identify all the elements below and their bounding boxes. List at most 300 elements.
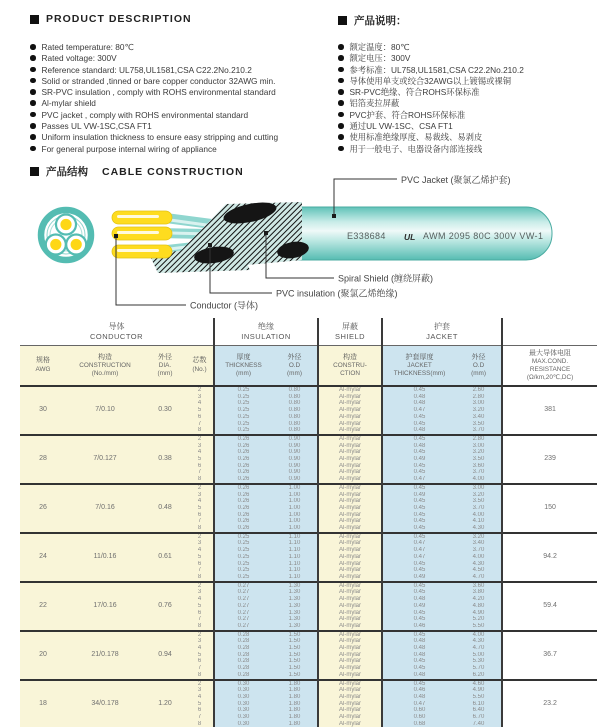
ins-od-cell: 1.30 xyxy=(272,616,318,623)
jacket-od-cell: 3.50 xyxy=(456,498,502,505)
ins-thickness-cell: 0.25 xyxy=(214,574,272,582)
jacket-thickness-cell: 0.45 xyxy=(382,616,456,623)
cores-cell: 3 xyxy=(186,540,214,547)
bullet-item xyxy=(338,110,598,121)
jacket-od-cell: 7.40 xyxy=(456,721,502,727)
jacket-thickness-cell: 0.45 xyxy=(382,386,456,394)
ins-thickness-cell: 0.25 xyxy=(214,567,272,574)
ins-od-cell: 1.10 xyxy=(272,554,318,561)
dia-cell: 0.61 xyxy=(144,533,186,582)
ins-thickness-cell: 0.26 xyxy=(214,498,272,505)
bullet-text: 用于一般电子、电器设备内部连接线 xyxy=(349,143,483,154)
bullet-icon xyxy=(338,123,344,129)
ins-od-cell: 0.80 xyxy=(272,421,318,428)
shield-construction-cell: Al-mylar xyxy=(318,469,382,476)
conductor-rods xyxy=(112,211,172,258)
ins-thickness-cell: 0.27 xyxy=(214,623,272,631)
ins-od-cell: 1.50 xyxy=(272,631,318,639)
ins-thickness-cell: 0.30 xyxy=(214,701,272,708)
shield-construction-cell: Al-mylar xyxy=(318,456,382,463)
group-header-insulation: 绝缘 INSULATION xyxy=(214,318,318,346)
bullet-item xyxy=(338,87,598,98)
product-description-cn-list xyxy=(338,42,598,155)
shield-construction-cell: Al-mylar xyxy=(318,547,382,554)
product-description-list xyxy=(30,42,325,155)
jacket-od-cell: 2.80 xyxy=(456,435,502,443)
ins-od-cell: 1.80 xyxy=(272,714,318,721)
jacket-od-cell: 2.60 xyxy=(456,386,502,394)
ins-od-cell: 0.90 xyxy=(272,449,318,456)
bullet-icon xyxy=(338,78,344,84)
jacket-od-cell: 2.80 xyxy=(456,394,502,401)
ins-thickness-cell: 0.25 xyxy=(214,421,272,428)
group-header-shield: 屏蔽 SHIELD xyxy=(318,318,382,346)
shield-construction-cell: Al-mylar xyxy=(318,525,382,533)
cores-cell: 7 xyxy=(186,714,214,721)
ins-od-cell: 1.30 xyxy=(272,603,318,610)
ins-od-cell: 1.30 xyxy=(272,589,318,596)
jacket-od-cell: 4.00 xyxy=(456,476,502,484)
shield-construction-cell: Al-mylar xyxy=(318,512,382,519)
jacket-od-cell: 4.80 xyxy=(456,603,502,610)
bullet-item xyxy=(338,121,598,132)
cores-cell: 4 xyxy=(186,449,214,456)
shield-construction-cell: Al-mylar xyxy=(318,582,382,590)
ins-thickness-cell: 0.28 xyxy=(214,672,272,680)
jacket-od-cell: 3.00 xyxy=(456,484,502,492)
dia-cell: 0.76 xyxy=(144,582,186,631)
construction-cell: 7/0.10 xyxy=(66,386,144,435)
cores-cell: 3 xyxy=(186,638,214,645)
shield-construction-cell: Al-mylar xyxy=(318,386,382,394)
ins-od-cell: 1.30 xyxy=(272,623,318,631)
jacket-print-right: AWM 2095 80C 300V VW-1 xyxy=(423,231,544,241)
jacket-od-cell: 3.70 xyxy=(456,505,502,512)
bullet-text: Al-mylar shield xyxy=(41,98,96,109)
shield-construction-cell: Al-mylar xyxy=(318,672,382,680)
jacket-thickness-cell: 0.45 xyxy=(382,561,456,568)
ins-thickness-cell: 0.26 xyxy=(214,463,272,470)
ins-thickness-cell: 0.28 xyxy=(214,658,272,665)
bullet-item xyxy=(338,76,598,87)
bullet-icon xyxy=(30,112,36,118)
shield-construction-cell: Al-mylar xyxy=(318,714,382,721)
shield-construction-cell: Al-mylar xyxy=(318,505,382,512)
ins-od-cell: 1.10 xyxy=(272,540,318,547)
ins-thickness-cell: 0.26 xyxy=(214,525,272,533)
bullet-item xyxy=(30,121,325,132)
cores-cell: 4 xyxy=(186,645,214,652)
ins-thickness-cell: 0.27 xyxy=(214,582,272,590)
awg-cell: 20 xyxy=(20,631,66,680)
jacket-od-cell: 3.60 xyxy=(456,582,502,590)
ins-thickness-cell: 0.30 xyxy=(214,721,272,727)
header-dia: 外径 DIA. (mm) xyxy=(144,346,186,387)
cores-cell: 4 xyxy=(186,498,214,505)
ins-od-cell: 0.80 xyxy=(272,407,318,414)
jacket-od-cell: 4.50 xyxy=(456,567,502,574)
header-awg: 规格 AWG xyxy=(20,346,66,387)
shield-construction-cell: Al-mylar xyxy=(318,567,382,574)
ins-od-cell: 1.00 xyxy=(272,498,318,505)
jacket-od-cell: 3.20 xyxy=(456,492,502,499)
ins-thickness-cell: 0.26 xyxy=(214,435,272,443)
shield-construction-cell: Al-mylar xyxy=(318,707,382,714)
jacket-thickness-cell: 0.45 xyxy=(382,631,456,639)
cores-cell: 7 xyxy=(186,616,214,623)
bullet-text: PVC jacket , comply with ROHS environmental standard xyxy=(41,109,249,120)
bullet-icon xyxy=(338,55,344,61)
jacket-thickness-cell: 0.45 xyxy=(382,665,456,672)
jacket-thickness-cell: 0.45 xyxy=(382,505,456,512)
jacket-od-cell: 4.10 xyxy=(456,518,502,525)
cable-side-view xyxy=(112,199,552,273)
shield-construction-cell: Al-mylar xyxy=(318,658,382,665)
dia-cell: 0.30 xyxy=(144,386,186,435)
ins-thickness-cell: 0.27 xyxy=(214,589,272,596)
ins-thickness-cell: 0.25 xyxy=(214,407,272,414)
ins-thickness-cell: 0.25 xyxy=(214,386,272,394)
ins-thickness-cell: 0.25 xyxy=(214,561,272,568)
shield-construction-cell: Al-mylar xyxy=(318,603,382,610)
cores-cell: 2 xyxy=(186,582,214,590)
dia-cell: 0.94 xyxy=(144,631,186,680)
ins-thickness-cell: 0.25 xyxy=(214,547,272,554)
ins-thickness-cell: 0.30 xyxy=(214,707,272,714)
cores-cell: 5 xyxy=(186,603,214,610)
ins-od-cell: 1.10 xyxy=(272,547,318,554)
jacket-od-cell: 4.70 xyxy=(456,645,502,652)
cores-cell: 2 xyxy=(186,631,214,639)
jacket-od-cell: 3.50 xyxy=(456,456,502,463)
ins-thickness-cell: 0.26 xyxy=(214,492,272,499)
spec-subrow xyxy=(20,680,597,688)
bullet-icon xyxy=(30,100,36,106)
bullet-item xyxy=(30,76,325,87)
bullet-item xyxy=(338,132,598,143)
cores-cell: 8 xyxy=(186,427,214,435)
jacket-thickness-cell: 0.45 xyxy=(382,435,456,443)
jacket-thickness-cell: 0.47 xyxy=(382,701,456,708)
bullet-item xyxy=(30,132,325,143)
cores-cell: 3 xyxy=(186,492,214,499)
bullet-item xyxy=(30,87,325,98)
shield-construction-cell: Al-mylar xyxy=(318,616,382,623)
cable-diagram xyxy=(0,160,603,318)
cores-cell: 7 xyxy=(186,665,214,672)
ins-thickness-cell: 0.27 xyxy=(214,616,272,623)
resistance-cell: 239 xyxy=(502,435,597,484)
bullet-text: 额定温度：80℃ xyxy=(349,42,410,52)
cores-cell: 6 xyxy=(186,414,214,421)
header-cores: 芯数 (No.) xyxy=(186,346,214,387)
bullet-text: Reference standard: UL758,UL1581,CSA C22.2No.210.2 xyxy=(41,64,252,75)
bullet-text: Uniform insulation thickness to ensure easy stripping and cutting xyxy=(41,132,279,143)
bullet-icon xyxy=(30,55,36,61)
jacket-print-left: E338684 xyxy=(347,231,386,241)
ins-thickness-cell: 0.26 xyxy=(214,512,272,519)
jacket-thickness-cell: 0.46 xyxy=(382,687,456,694)
label-pvc-jacket: PVC Jacket (聚氯乙烯护套) xyxy=(401,175,511,185)
cores-cell: 3 xyxy=(186,394,214,401)
jacket-thickness-cell: 0.45 xyxy=(382,525,456,533)
spec-table xyxy=(20,318,597,727)
bullet-icon xyxy=(338,134,344,140)
cores-cell: 3 xyxy=(186,687,214,694)
spec-subrow xyxy=(20,484,597,492)
ins-od-cell: 1.10 xyxy=(272,567,318,574)
shield-construction-cell: Al-mylar xyxy=(318,645,382,652)
cores-cell: 3 xyxy=(186,589,214,596)
cores-cell: 6 xyxy=(186,561,214,568)
jacket-thickness-cell: 0.48 xyxy=(382,645,456,652)
jacket-thickness-cell: 0.45 xyxy=(382,498,456,505)
cores-cell: 8 xyxy=(186,476,214,484)
ins-thickness-cell: 0.25 xyxy=(214,400,272,407)
cores-cell: 2 xyxy=(186,435,214,443)
group-header-jacket: 护套 JACKET xyxy=(382,318,502,346)
jacket-thickness-cell: 0.48 xyxy=(382,443,456,450)
ins-thickness-cell: 0.26 xyxy=(214,518,272,525)
jacket-thickness-cell: 0.45 xyxy=(382,449,456,456)
bullet-text: 额定电压：300V xyxy=(349,53,411,64)
jacket-thickness-cell: 0.49 xyxy=(382,456,456,463)
ins-thickness-cell: 0.28 xyxy=(214,638,272,645)
resistance-cell: 36.7 xyxy=(502,631,597,680)
jacket-thickness-cell: 0.48 xyxy=(382,652,456,659)
bullet-icon xyxy=(30,123,36,129)
header-jacket-od: 外径 O.D (mm) xyxy=(456,346,502,387)
jacket-od-cell: 3.70 xyxy=(456,427,502,435)
jacket-od-cell: 3.50 xyxy=(456,421,502,428)
bullet-item xyxy=(338,53,598,64)
shield-construction-cell: Al-mylar xyxy=(318,694,382,701)
bullet-icon xyxy=(30,78,36,84)
cores-cell: 8 xyxy=(186,574,214,582)
construction-cell: 7/0.16 xyxy=(66,484,144,533)
jacket-od-cell: 4.30 xyxy=(456,638,502,645)
jacket-od-cell: 4.30 xyxy=(456,561,502,568)
spec-subrow xyxy=(20,386,597,394)
jacket-od-cell: 5.50 xyxy=(456,623,502,631)
shield-construction-cell: Al-mylar xyxy=(318,443,382,450)
jacket-thickness-cell: 0.45 xyxy=(382,421,456,428)
jacket-od-cell: 3.70 xyxy=(456,547,502,554)
ins-thickness-cell: 0.30 xyxy=(214,687,272,694)
shield-construction-cell: Al-mylar xyxy=(318,596,382,603)
ins-od-cell: 1.00 xyxy=(272,518,318,525)
ins-od-cell: 1.00 xyxy=(272,505,318,512)
jacket-od-cell: 6.40 xyxy=(456,707,502,714)
label-conductor: Conductor (导体) xyxy=(190,300,259,311)
bullet-icon xyxy=(338,67,344,73)
shield-construction-cell: Al-mylar xyxy=(318,400,382,407)
shield-construction-cell: Al-mylar xyxy=(318,492,382,499)
cores-cell: 2 xyxy=(186,386,214,394)
shield-construction-cell: Al-mylar xyxy=(318,687,382,694)
product-description-title-text: PRODUCT DESCRIPTION xyxy=(46,13,192,25)
cores-cell: 5 xyxy=(186,652,214,659)
ins-thickness-cell: 0.25 xyxy=(214,554,272,561)
cores-cell: 7 xyxy=(186,518,214,525)
bullet-text: Rated temperature: 80℃ xyxy=(41,42,134,52)
cores-cell: 6 xyxy=(186,610,214,617)
ins-thickness-cell: 0.27 xyxy=(214,603,272,610)
header-ins-od: 外径 O.D (mm) xyxy=(272,346,318,387)
jacket-od-cell: 3.40 xyxy=(456,540,502,547)
ins-od-cell: 1.80 xyxy=(272,701,318,708)
jacket-od-cell: 3.70 xyxy=(456,469,502,476)
label-spiral-shield: Spiral Shield (缠绕屏蔽) xyxy=(338,273,434,284)
jacket-thickness-cell: 0.45 xyxy=(382,484,456,492)
construction-cell: 21/0.178 xyxy=(66,631,144,680)
ins-thickness-cell: 0.25 xyxy=(214,414,272,421)
construction-cell: 17/0.16 xyxy=(66,582,144,631)
shield-construction-cell: Al-mylar xyxy=(318,554,382,561)
ins-od-cell: 1.50 xyxy=(272,652,318,659)
ins-od-cell: 0.80 xyxy=(272,400,318,407)
jacket-thickness-cell: 0.45 xyxy=(382,414,456,421)
bullet-item xyxy=(338,98,598,109)
ins-od-cell: 0.90 xyxy=(272,435,318,443)
jacket-od-cell: 5.00 xyxy=(456,652,502,659)
spec-subrow xyxy=(20,582,597,590)
shield-construction-cell: Al-mylar xyxy=(318,414,382,421)
ins-thickness-cell: 0.30 xyxy=(214,680,272,688)
jacket-thickness-cell: 0.45 xyxy=(382,512,456,519)
jacket-od-cell: 3.20 xyxy=(456,533,502,541)
bullet-text: Passes UL VW-1SC,CSA FT1 xyxy=(41,121,152,132)
shield-construction-cell: Al-mylar xyxy=(318,665,382,672)
jacket-thickness-cell: 0.60 xyxy=(382,714,456,721)
cores-cell: 7 xyxy=(186,421,214,428)
cable-construction-title-cn: 产品结构 xyxy=(46,166,88,178)
bullet-icon xyxy=(30,134,36,140)
shield-construction-cell: Al-mylar xyxy=(318,589,382,596)
jacket-thickness-cell: 0.45 xyxy=(382,463,456,470)
ins-thickness-cell: 0.26 xyxy=(214,449,272,456)
jacket-thickness-cell: 0.45 xyxy=(382,469,456,476)
awg-cell: 26 xyxy=(20,484,66,533)
bullet-item xyxy=(338,42,598,53)
jacket-od-cell: 5.20 xyxy=(456,616,502,623)
cores-cell: 8 xyxy=(186,672,214,680)
bullet-text: 参考标准：UL758,UL1581,CSA C22.2No.210.2 xyxy=(349,64,524,75)
jacket-thickness-cell: 0.49 xyxy=(382,574,456,582)
ins-od-cell: 1.30 xyxy=(272,596,318,603)
jacket-thickness-cell: 0.45 xyxy=(382,533,456,541)
spec-subrow xyxy=(20,533,597,541)
cores-cell: 2 xyxy=(186,484,214,492)
awg-cell: 24 xyxy=(20,533,66,582)
construction-cell: 11/0.16 xyxy=(66,533,144,582)
ins-thickness-cell: 0.25 xyxy=(214,540,272,547)
cores-cell: 6 xyxy=(186,512,214,519)
ins-od-cell: 0.90 xyxy=(272,443,318,450)
ins-thickness-cell: 0.25 xyxy=(214,394,272,401)
cores-cell: 5 xyxy=(186,505,214,512)
cores-cell: 2 xyxy=(186,533,214,541)
bullet-text: For general purpose internal wiring of appliance xyxy=(41,143,217,154)
shield-construction-cell: Al-mylar xyxy=(318,680,382,688)
jacket-thickness-cell: 0.49 xyxy=(382,603,456,610)
ins-thickness-cell: 0.26 xyxy=(214,476,272,484)
section-square-icon xyxy=(30,15,39,24)
ins-thickness-cell: 0.26 xyxy=(214,456,272,463)
jacket-thickness-cell: 0.48 xyxy=(382,672,456,680)
awg-cell: 22 xyxy=(20,582,66,631)
group-header-blank xyxy=(502,318,597,346)
ins-od-cell: 1.80 xyxy=(272,721,318,727)
bullet-text: SR-PVC insulation , comply with ROHS environmental standard xyxy=(41,87,276,98)
dia-cell: 0.38 xyxy=(144,435,186,484)
sub-header-row xyxy=(20,346,597,387)
jacket-thickness-cell: 0.47 xyxy=(382,407,456,414)
shield-construction-cell: Al-mylar xyxy=(318,652,382,659)
ins-thickness-cell: 0.27 xyxy=(214,610,272,617)
cores-cell: 7 xyxy=(186,469,214,476)
ins-od-cell: 1.50 xyxy=(272,645,318,652)
jacket-thickness-cell: 0.48 xyxy=(382,694,456,701)
ins-od-cell: 1.50 xyxy=(272,665,318,672)
jacket-thickness-cell: 0.45 xyxy=(382,518,456,525)
jacket-thickness-cell: 0.48 xyxy=(382,427,456,435)
ins-od-cell: 1.50 xyxy=(272,658,318,665)
cores-cell: 4 xyxy=(186,547,214,554)
construction-cell: 34/0.178 xyxy=(66,680,144,727)
ins-od-cell: 0.80 xyxy=(272,427,318,435)
jacket-od-cell: 4.20 xyxy=(456,596,502,603)
ins-od-cell: 1.10 xyxy=(272,574,318,582)
jacket-thickness-cell: 0.48 xyxy=(382,394,456,401)
section-square-icon xyxy=(30,167,39,176)
bullet-text: 导体使用单支或绞合32AWG以上镀锡或裸铜 xyxy=(349,75,511,86)
resistance-cell: 23.2 xyxy=(502,680,597,727)
jacket-od-cell: 6.10 xyxy=(456,701,502,708)
ins-od-cell: 1.00 xyxy=(272,484,318,492)
jacket-thickness-cell: 0.45 xyxy=(382,658,456,665)
product-description-cn-title xyxy=(338,13,407,28)
bullet-item xyxy=(30,42,325,53)
cores-cell: 4 xyxy=(186,400,214,407)
ins-od-cell: 1.00 xyxy=(272,492,318,499)
ins-od-cell: 1.80 xyxy=(272,680,318,688)
ins-thickness-cell: 0.30 xyxy=(214,694,272,701)
cores-cell: 5 xyxy=(186,701,214,708)
spec-subrow xyxy=(20,435,597,443)
ins-thickness-cell: 0.28 xyxy=(214,645,272,652)
bullet-text: 使用标准绝缘厚度、易裁线、易剥皮 xyxy=(349,132,483,143)
header-ins-thickness: 厚度 THICKNESS (mm) xyxy=(214,346,272,387)
ins-od-cell: 1.30 xyxy=(272,582,318,590)
bullet-item xyxy=(30,110,325,121)
resistance-cell: 381 xyxy=(502,386,597,435)
jacket-od-cell: 4.00 xyxy=(456,631,502,639)
shield-construction-cell: Al-mylar xyxy=(318,476,382,484)
jacket-od-cell: 3.60 xyxy=(456,463,502,470)
spec-table-body xyxy=(20,386,597,727)
shield-construction-cell: Al-mylar xyxy=(318,721,382,727)
jacket-thickness-cell: 0.47 xyxy=(382,540,456,547)
jacket-thickness-cell: 0.48 xyxy=(382,400,456,407)
bullet-icon xyxy=(338,44,344,50)
cores-cell: 2 xyxy=(186,680,214,688)
jacket-od-cell: 6.20 xyxy=(456,672,502,680)
cores-cell: 6 xyxy=(186,707,214,714)
jacket-thickness-cell: 0.47 xyxy=(382,476,456,484)
cores-cell: 4 xyxy=(186,596,214,603)
shield-construction-cell: Al-mylar xyxy=(318,435,382,443)
